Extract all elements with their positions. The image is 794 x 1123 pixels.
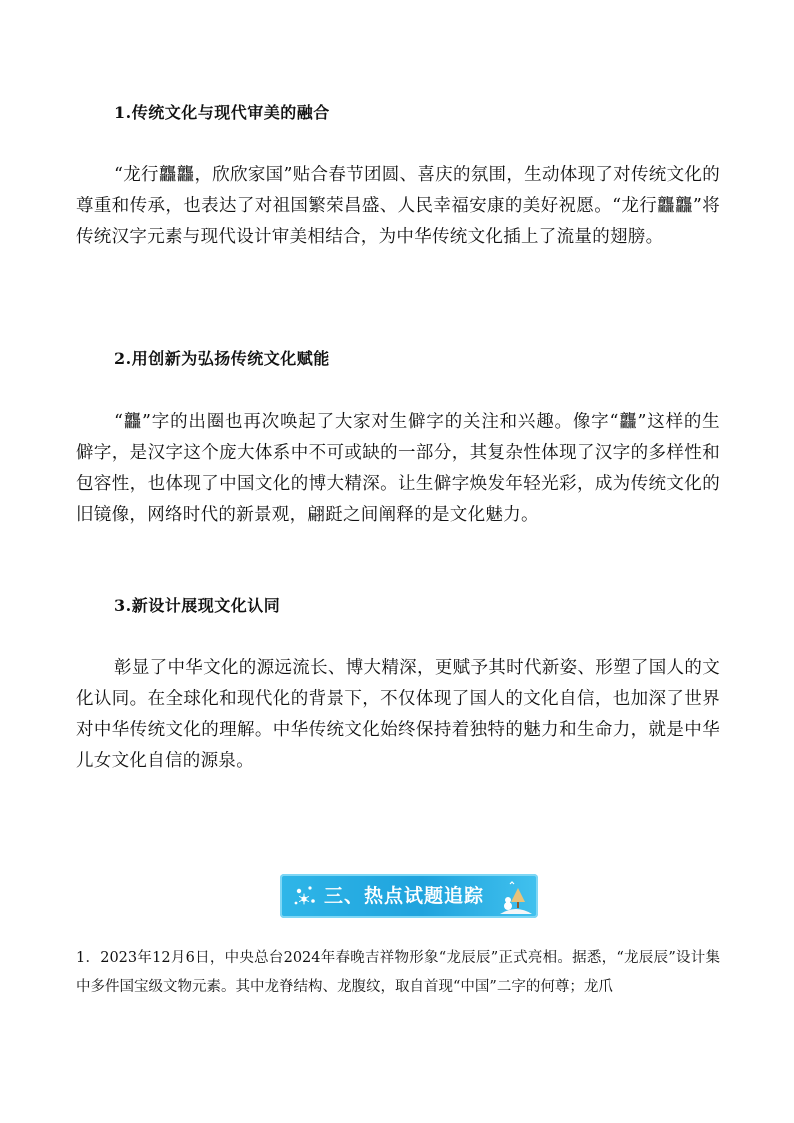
section-paragraph-2: “龘”字的出圈也再次唤起了大家对生僻字的关注和兴趣。像字“龘”这样的生僻字，是汉字这个庞大体系中不可或缺的一部分，其复杂性体现了汉字的多样性和包容性，也体现了中国文化的博大精深。让生僻字焕发年轻光彩，成为传统文化的旧镜像，网络时代的新景观，翩跹之间阐释的是文化魅力。 — [76, 412, 720, 525]
banner-title: 三、热点试题追踪 — [324, 885, 485, 907]
winter-scene-icon — [498, 878, 534, 916]
question-text: 1．2023年12月6日，中央总台2024年春晚吉祥物形象“龙辰辰”正式亮相。据悉，“龙辰辰”设计集中多件国宝级文物元素。其中龙脊结构、龙腹纹，取自首现“中国”二字的何尊；龙爪 — [76, 950, 720, 995]
section-paragraph-1: “龙行龘龘，欣欣家国”贴合春节团圆、喜庆的氛围，生动体现了对传统文化的尊重和传承，也表达了对祖国繁荣昌盛、人民幸福安康的美好祝愿。“龙行龘龘”将传统汉字元素与现代设计审美相结合，为中华传统文化插上了流量的翅膀。 — [76, 165, 720, 247]
section-heading-3: 3.新设计展现文化认同 — [114, 596, 281, 615]
section-paragraph-3: 彰显了中华文化的源远流长、博大精深，更赋予其时代新姿、形塑了国人的文化认同。在全球化和现代化的背景下，不仅体现了国人的文化自信，也加深了世界对中华传统文化的理解。中华传统文化始终保持着独特的魅力和生命力，就是中华儿女文化自信的源泉。 — [76, 658, 720, 771]
section-heading-2: 2.用创新为弘扬传统文化赋能 — [114, 349, 330, 368]
section-banner — [280, 874, 538, 918]
section-heading-1: 1.传统文化与现代审美的融合 — [114, 103, 330, 122]
snowflake-icon — [290, 881, 320, 911]
